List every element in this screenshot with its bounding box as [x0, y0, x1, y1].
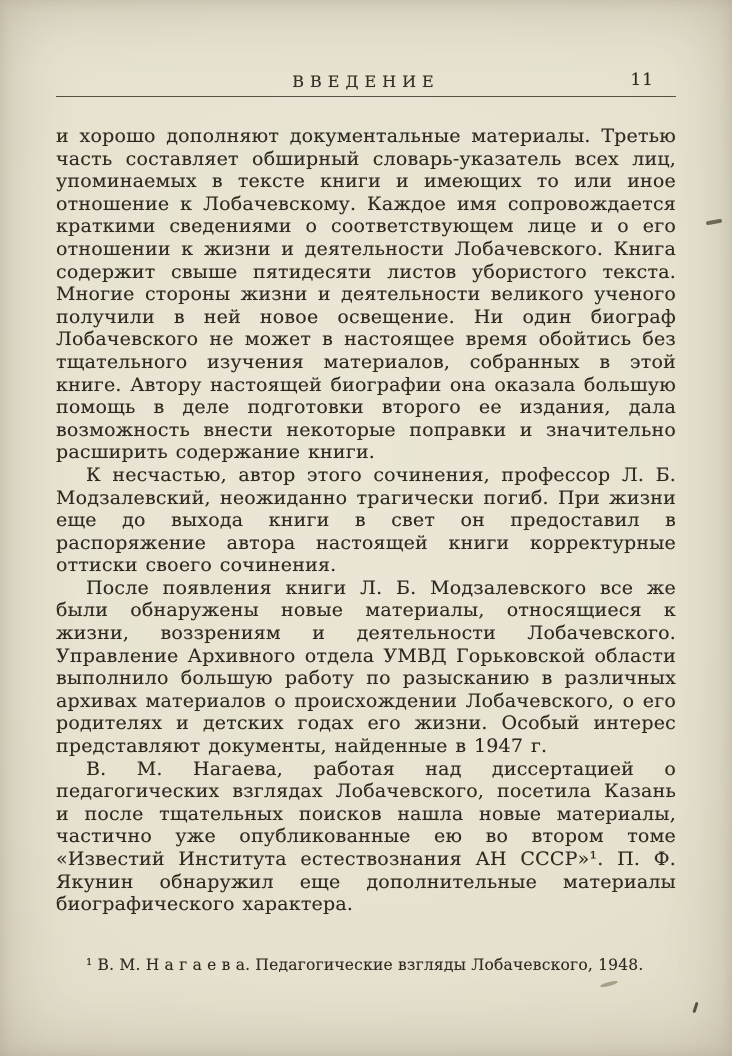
- footnote-text: ¹ В. М. Н а г а е в а. Педагогические взгляды Лобачевского, 1948.: [86, 956, 644, 974]
- page-number: 11: [630, 70, 654, 90]
- header-rule: [56, 96, 676, 97]
- scan-artifact-right-dash: [706, 219, 722, 225]
- page-header: [56, 0, 676, 97]
- running-title: ВВЕДЕНИЕ: [292, 72, 440, 91]
- paragraph-1: и хорошо дополняют документальные материалы. Третью часть составляет обширный словарь-указатель всех лиц, упоминаемых в тексте книги и имеющих то или иное отношение к Лобачевскому. Каждое имя сопровождается краткими сведениями о соответствующем лице и о его отношении к жизни и деятельности Лобачевского. Книга содержит свыше пятидесяти листов убористого текста. Многие стороны жизни и деятельности великого ученого получили в ней новое освещение. Ни один биограф Лобачевского не может в настоящее время обойтись без тщательного изучения материалов, собранных в этой книге. Автору настоящей биографии она оказала большую помощь в деле подготовки второго ее издания, дала возможность внести некоторые поправки и значительно расширить содержание книги.: [56, 125, 676, 464]
- text-column: [56, 0, 676, 916]
- scan-artifact-bottom-smudge: [600, 980, 618, 989]
- paragraph-4: В. М. Нагаева, работая над диссертацией о педагогических взглядах Лобачевского, посетила Казань и после тщательных поисков нашла новые материалы, частично уже опубликованные ею во втором томе «Известий Института естествознания АН СССР»¹. П. Ф. Якунин обнаружил еще дополнительные материалы биографического характера.: [56, 757, 676, 916]
- page-body: [56, 125, 676, 916]
- paragraph-2: К несчастью, автор этого сочинения, профессор Л. Б. Модзалевский, неожиданно трагически погиб. При жизни еще до выхода книги в свет он предоставил в распоряжение автора настоящей книги корректурные оттиски своего сочинения.: [56, 463, 676, 577]
- paragraph-3: После появления книги Л. Б. Модзалевского все же были обнаружены новые материалы, относящиеся к жизни, воззрениям и деятельности Лобачевского. Управление Архивного отдела УМВД Горьковской области выполнило большую работу по разысканию в различных архивах материалов о происхождении Лобачевского, о его родителях и детских годах его жизни. Особый интерес представляют документы, найденные в 1947 г.: [56, 576, 676, 758]
- scan-artifact-bottom-tick: [692, 1002, 698, 1013]
- footnote-block: [56, 953, 676, 978]
